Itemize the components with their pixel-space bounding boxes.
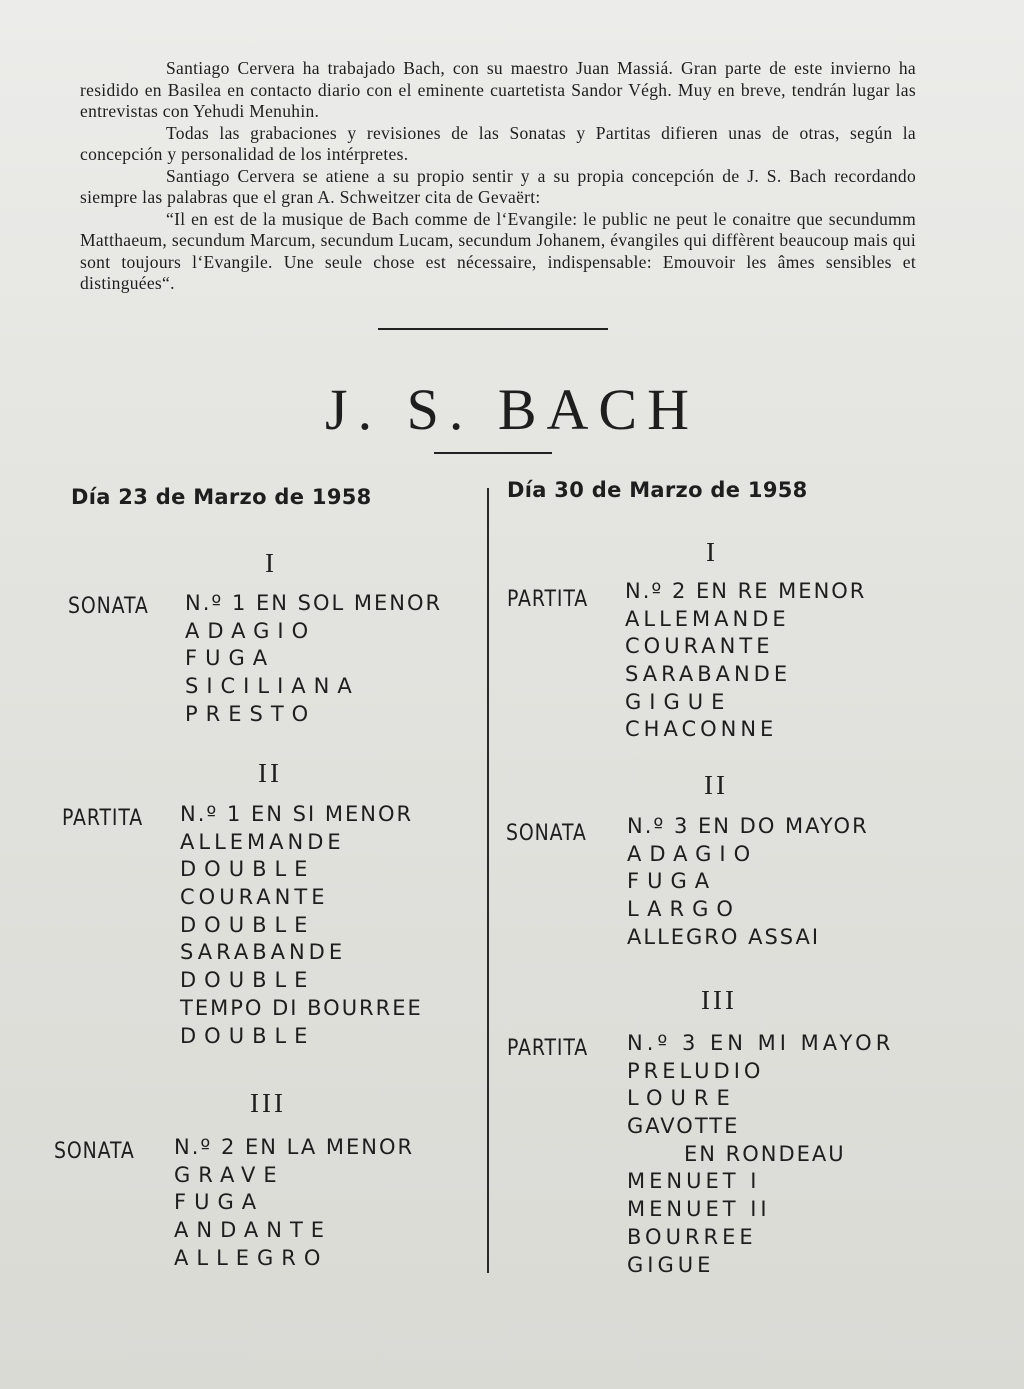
movement: COURANTE — [180, 885, 329, 910]
movement: FUGA — [174, 1190, 265, 1215]
movement: DOUBLE — [180, 912, 316, 937]
work-heading: N.º 3 EN DO MAYOR — [627, 814, 869, 838]
movement: BOURREE — [627, 1224, 757, 1249]
section-numeral: II — [258, 758, 282, 788]
movement: ANDANTE — [174, 1218, 333, 1243]
movement: PRESTO — [185, 701, 317, 726]
section-numeral: I — [706, 537, 718, 567]
title-underline — [434, 452, 552, 454]
movement: ADAGIO — [627, 841, 759, 866]
movement: FUGA — [627, 869, 718, 894]
movement: EN RONDEAU — [684, 1141, 846, 1166]
work-program — [627, 1030, 894, 1279]
movement: PRELUDIO — [627, 1058, 765, 1083]
work-program — [174, 1134, 414, 1272]
movement: ALLEMANDE — [625, 606, 790, 631]
intro-paragraph: Santiago Cervera se atiene a su propio sentir y a su propia concepción de J. S. Bach recordando siempre las palabras que el gran A. Schweitzer cita de Gevaërt: — [80, 165, 916, 207]
movement: MENUET I — [627, 1169, 761, 1194]
work-type: SONATA — [68, 594, 149, 619]
work-type: PARTITA — [62, 806, 144, 831]
concert-date-right: Día 30 de Marzo de 1958 — [507, 478, 808, 502]
intro-quote: “Il en est de la musique de Bach comme de l‘Evangile: le public ne peut le conaitre que secundumm Matthaeum, secundum Marcum, secundum Lucam, secundum Johanem, évangiles qui diffèrent beaucoup mais qui sont toujours l‘Evangile. Une seule chose est nécessaire, indispensable: Emouvoir les âmes sensibles et distinguées“. — [80, 208, 916, 293]
work-type: SONATA — [54, 1139, 135, 1164]
section-numeral: II — [704, 770, 728, 800]
movement: SARABANDE — [180, 940, 347, 965]
intro-text — [80, 58, 916, 295]
movement: SICILIANA — [185, 674, 360, 699]
movement: GIGUE — [627, 1252, 715, 1277]
work-heading: N.º 3 EN MI MAYOR — [627, 1031, 895, 1055]
movement: DOUBLE — [180, 968, 316, 993]
movement: LARGO — [627, 897, 741, 922]
work-heading: N.º 1 EN SOL MENOR — [185, 591, 443, 615]
intro-paragraph: Santiago Cervera ha trabajado Bach, con su maestro Juan Massiá. Gran parte de este invierno ha residido en Basilea en contacto diario con el eminente cuartetista Sandor Végh. Muy en breve, tendrán lugar las entrevistas con Yehudi Menuhin. — [80, 58, 916, 121]
work-heading: N.º 2 EN LA MENOR — [174, 1135, 415, 1159]
movement: DOUBLE — [180, 1023, 316, 1048]
movement: ALLEGRO ASSAI — [627, 924, 821, 949]
movement: GIGUE — [625, 689, 733, 714]
movement: ALLEMANDE — [180, 829, 345, 854]
movement: GAVOTTE — [627, 1114, 740, 1139]
movement: COURANTE — [625, 634, 774, 659]
intro-paragraph: Todas las grabaciones y revisiones de las Sonatas y Partitas difieren unas de otras, según la concepción y personalidad de los intérpretes. — [80, 122, 916, 164]
work-program — [185, 590, 442, 728]
page-title: J. S. BACH — [325, 377, 699, 442]
movement: DOUBLE — [180, 857, 316, 882]
movement: ALLEGRO — [174, 1245, 329, 1270]
column-divider — [487, 488, 489, 1273]
work-program — [627, 813, 869, 951]
work-program — [180, 801, 423, 1050]
concert-date-left: Día 23 de Marzo de 1958 — [71, 485, 372, 509]
movement: GRAVE — [174, 1162, 285, 1187]
movement: FUGA — [185, 646, 276, 671]
work-program — [625, 578, 866, 744]
movement: SARABANDE — [625, 662, 792, 687]
movement: LOURE — [627, 1086, 738, 1111]
section-numeral: I — [265, 548, 277, 578]
work-type: PARTITA — [507, 587, 589, 612]
work-type: PARTITA — [507, 1036, 589, 1061]
work-type: SONATA — [506, 821, 587, 846]
movement: ADAGIO — [185, 618, 317, 643]
work-heading: N.º 2 EN RE MENOR — [625, 579, 867, 603]
section-numeral: III — [250, 1088, 286, 1118]
divider — [378, 328, 608, 330]
section-numeral: III — [701, 985, 737, 1015]
movement: CHACONNE — [625, 717, 778, 742]
movement: MENUET II — [627, 1197, 771, 1222]
work-heading: N.º 1 EN SI MENOR — [180, 802, 414, 826]
movement: TEMPO DI BOURREE — [180, 995, 423, 1020]
